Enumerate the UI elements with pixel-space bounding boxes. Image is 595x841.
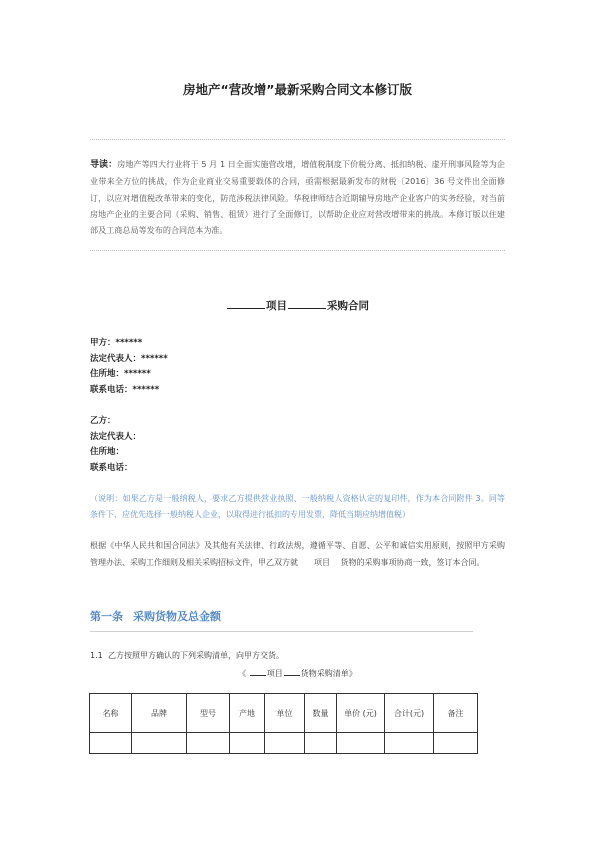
party-b-legal-rep: 法定代表人： xyxy=(90,431,142,442)
table-header-row xyxy=(90,694,478,733)
document-title: 房地产“营改增”最新采购合同文本修订版 xyxy=(183,82,412,97)
goods-name-blank xyxy=(288,298,326,309)
table-cell xyxy=(434,733,478,754)
list-goods-blank xyxy=(284,667,300,676)
party-b-address: 住所地： xyxy=(90,447,125,458)
section-title: 采购货物及总金额 xyxy=(133,610,221,623)
section-number: 第一条 xyxy=(90,610,123,623)
contract-title-part2: 采购合同 xyxy=(327,300,369,312)
purchase-list-title: 《 项目 货物采购清单》 xyxy=(238,669,357,678)
party-b-phone: 联系电话： xyxy=(90,462,133,473)
top-divider xyxy=(90,139,505,140)
col-header-unit-price: 单价 (元) xyxy=(337,694,385,733)
party-a-phone: 联系电话：****** xyxy=(90,384,160,395)
project-name-blank xyxy=(227,298,265,309)
table-cell xyxy=(230,733,265,754)
col-header-brand: 品牌 xyxy=(132,694,187,733)
intro-lead: 导读： xyxy=(90,160,118,170)
party-b-block xyxy=(90,414,390,476)
clause-text: 乙方按照甲方确认的下列采购清单，向甲方交货。 xyxy=(108,651,284,660)
col-header-name: 名称 xyxy=(90,694,132,733)
party-b-name: 乙方： xyxy=(90,416,116,426)
col-header-total: 合计(元) xyxy=(385,694,434,733)
intro-divider xyxy=(90,250,505,251)
party-a-address: 住所地：****** xyxy=(90,369,151,380)
section-heading xyxy=(90,608,221,624)
col-header-model: 型号 xyxy=(187,694,230,733)
basis-paragraph: 根据《中华人民共和国合同法》及其他有关法律、行政法规，遵循平等、自愿、公平和诚信实用原则，按照甲方采购管理办法、采购工作细则及相关采购招标文件，甲乙双方就 项目 货物的采购事项协商一致，签订本合同。 xyxy=(90,541,505,567)
table-cell xyxy=(337,733,385,754)
table-cell xyxy=(132,733,187,754)
table-cell xyxy=(187,733,230,754)
party-a-block xyxy=(90,336,390,398)
clause-1-1 xyxy=(90,650,284,661)
intro-text: 房地产等四大行业将于 5 月 1 日全面实施营改增，增值税制度下价税分离、抵扣纳税、虚开刑事风险等为企业带来全方位的挑战，作为企业商业交易重要载体的合同，亟需根据最新发布的财税〔2016〕36 号文件出全面修订，以应对增值税改革带来的变化，防范涉税法律风险。华税律师结合近期辅导房地产企业客户的实务经验，对当前房地产企业的主要合同（采购、销售、租赁）进行了全面修订，以帮助企业应对营改增带来的挑战。本修订版以住建部及工商总局等发布的合同范本为准。 xyxy=(90,159,505,236)
col-header-unit: 单位 xyxy=(265,694,305,733)
contract-title xyxy=(90,298,505,313)
table-cell xyxy=(385,733,434,754)
contract-title-part1: 项目 xyxy=(266,300,287,312)
col-header-quantity: 数量 xyxy=(305,694,337,733)
table-row xyxy=(90,733,478,754)
party-a-name: 甲方：****** xyxy=(90,338,143,348)
table-cell xyxy=(90,733,132,754)
list-project-blank xyxy=(250,667,266,676)
party-a-legal-rep: 法定代表人：****** xyxy=(90,353,168,364)
table-cell xyxy=(265,733,305,754)
purchase-list-table xyxy=(89,693,478,754)
section-rule xyxy=(90,631,473,632)
col-header-origin: 产地 xyxy=(230,694,265,733)
clause-number: 1.1 xyxy=(90,651,103,660)
table-cell xyxy=(305,733,337,754)
col-header-remarks: 备注 xyxy=(434,694,478,733)
vat-note: （说明：如果乙方是一般纳税人，要求乙方提供营业执照、一般纳税人资格认定的复印件，作为本合同附件 3。同等条件下，应优先选择一般纳税人企业，以取得进行抵扣的专用发票，降低当期应纳增值税） xyxy=(90,494,505,519)
intro-paragraph xyxy=(90,156,505,238)
